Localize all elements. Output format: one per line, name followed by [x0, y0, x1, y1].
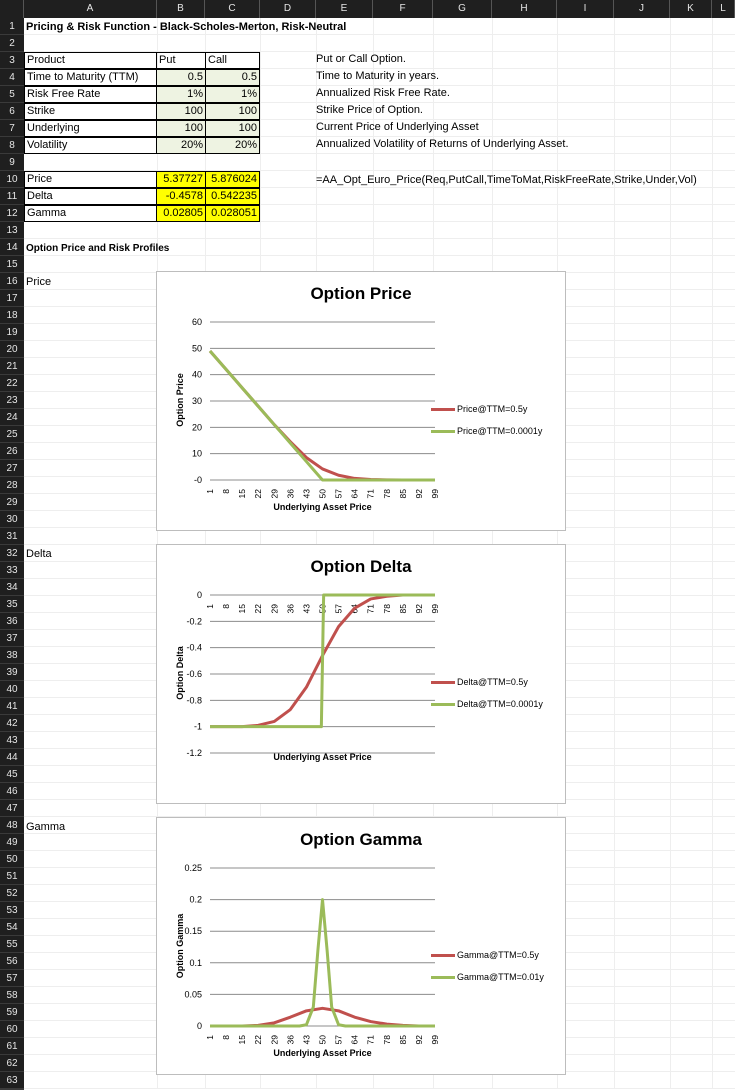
x-tick-label: 1	[205, 489, 215, 494]
x-tick-label: 22	[253, 604, 264, 614]
row-header[interactable]: 25	[0, 426, 24, 443]
row-header[interactable]: 58	[0, 987, 24, 1004]
x-tick-label: 8	[221, 489, 232, 494]
legend-item[interactable]	[431, 671, 543, 693]
x-tick-label: 99	[430, 489, 440, 499]
row-header[interactable]: 59	[0, 1004, 24, 1021]
put-input-cell[interactable]: 20%	[156, 137, 206, 154]
call-input-cell[interactable]: 20%	[205, 137, 260, 154]
column-header[interactable]: F	[373, 0, 433, 18]
call-output-cell[interactable]: 0.028051	[205, 205, 260, 222]
row-header[interactable]: 34	[0, 579, 24, 596]
row-header[interactable]: 46	[0, 783, 24, 800]
row-header[interactable]: 17	[0, 290, 24, 307]
x-tick-label: 29	[269, 489, 280, 499]
row-header[interactable]: 44	[0, 749, 24, 766]
y-tick-label: 40	[191, 369, 202, 380]
row-header[interactable]: 41	[0, 698, 24, 715]
row-header[interactable]: 56	[0, 953, 24, 970]
legend-label: Price@TTM=0.5y	[457, 404, 528, 414]
x-tick-label: 64	[349, 489, 360, 499]
x-tick-label: 8	[221, 604, 232, 609]
row-header[interactable]: 26	[0, 443, 24, 460]
call-header-cell[interactable]: Call	[205, 52, 260, 69]
series-line-0	[210, 1008, 435, 1026]
chart-title: Option Gamma	[300, 830, 422, 849]
row-header[interactable]: 22	[0, 375, 24, 392]
x-tick-label: 36	[285, 1035, 296, 1045]
x-tick-label: 57	[333, 489, 344, 499]
row-header[interactable]: 36	[0, 613, 24, 630]
call-input-cell[interactable]: 100	[205, 120, 260, 137]
legend-item[interactable]	[431, 398, 542, 420]
column-header[interactable]: C	[205, 0, 260, 18]
x-tick-label: 15	[237, 604, 248, 614]
input-label-cell[interactable]: Underlying	[24, 120, 157, 137]
row-header[interactable]: 9	[0, 154, 24, 171]
row-header[interactable]: 19	[0, 324, 24, 341]
note-cell[interactable]: Annualized Risk Free Rate.	[316, 87, 450, 99]
y-tick-label: 0.2	[189, 894, 202, 905]
row-header[interactable]: 10	[0, 171, 24, 188]
column-header[interactable]: A	[24, 0, 157, 18]
row-header[interactable]: 40	[0, 681, 24, 698]
column-header[interactable]: B	[157, 0, 205, 18]
column-header[interactable]: K	[670, 0, 712, 18]
y-tick-label: 50	[191, 343, 202, 354]
y-axis-label: Option Delta	[175, 646, 185, 700]
y-tick-label: 0	[196, 590, 202, 600]
legend-swatch	[431, 430, 455, 433]
input-label-cell[interactable]: Volatility	[24, 137, 157, 154]
x-tick-label: 85	[397, 1035, 408, 1045]
column-header[interactable]: E	[316, 0, 373, 18]
row-header[interactable]: 4	[0, 69, 24, 86]
row-header[interactable]: 55	[0, 936, 24, 953]
row-header[interactable]: 45	[0, 766, 24, 783]
option-gamma-chart[interactable]	[156, 817, 566, 1075]
legend-label: Price@TTM=0.0001y	[457, 426, 543, 436]
note-cell[interactable]: Current Price of Underlying Asset	[316, 121, 479, 133]
row-header[interactable]: 27	[0, 460, 24, 477]
gridline	[24, 238, 735, 239]
put-output-cell[interactable]: 0.02805	[156, 205, 206, 222]
x-tick-label: 71	[365, 489, 376, 499]
call-output-cell[interactable]: 0.542235	[205, 188, 260, 205]
row-header[interactable]: 20	[0, 341, 24, 358]
row-header[interactable]: 24	[0, 409, 24, 426]
row-header[interactable]: 11	[0, 188, 24, 205]
sheet-title: Pricing & Risk Function - Black-Scholes-Merton, Risk-Neutral	[26, 21, 347, 33]
column-header[interactable]: L	[712, 0, 735, 18]
y-tick-label: 10	[191, 448, 202, 459]
y-tick-label: -0.4	[186, 642, 202, 653]
row-header[interactable]: 51	[0, 868, 24, 885]
row-header[interactable]: 6	[0, 103, 24, 120]
row-header[interactable]: 63	[0, 1072, 24, 1089]
column-header[interactable]: J	[614, 0, 670, 18]
y-tick-label: 0	[196, 1021, 202, 1031]
y-tick-label: -0.8	[186, 695, 202, 706]
output-label-cell[interactable]: Price	[24, 171, 157, 188]
x-tick-label: 64	[349, 1035, 360, 1045]
row-header[interactable]: 50	[0, 851, 24, 868]
legend-item[interactable]	[431, 693, 543, 715]
row-header[interactable]: 37	[0, 630, 24, 647]
legend-swatch	[431, 408, 455, 411]
row-header[interactable]: 47	[0, 800, 24, 817]
x-tick-label: 29	[269, 1035, 280, 1045]
row-header[interactable]: 57	[0, 970, 24, 987]
x-tick-label: 50	[317, 1035, 328, 1045]
x-tick-label: 85	[397, 604, 408, 614]
y-tick-label: -1	[193, 721, 202, 732]
legend-item[interactable]	[431, 944, 544, 966]
y-tick-label: 0.15	[184, 926, 202, 937]
note-cell[interactable]: Strike Price of Option.	[316, 104, 423, 116]
row-header[interactable]: 18	[0, 307, 24, 324]
x-tick-label: 78	[381, 489, 392, 499]
legend-swatch	[431, 976, 455, 979]
row-header[interactable]: 54	[0, 919, 24, 936]
row-header[interactable]: 39	[0, 664, 24, 681]
x-tick-label: 15	[237, 489, 248, 499]
legend-swatch	[431, 681, 455, 684]
x-tick-label: 85	[397, 489, 408, 499]
x-axis-label: Underlying Asset Price	[273, 1048, 372, 1058]
row-header[interactable]: 13	[0, 222, 24, 239]
put-output-cell[interactable]: 5.37727	[156, 171, 206, 188]
chart-title: Option Price	[310, 284, 412, 303]
x-tick-label: 36	[285, 489, 296, 499]
x-tick-label: 50	[317, 604, 328, 614]
column-header[interactable]: D	[260, 0, 316, 18]
x-tick-label: 57	[333, 1035, 344, 1045]
series-line-1	[210, 351, 435, 480]
input-label-cell[interactable]: Risk Free Rate	[24, 86, 157, 103]
y-tick-label: 60	[191, 317, 202, 327]
row-header[interactable]: 3	[0, 52, 24, 69]
x-axis-label: Underlying Asset Price	[273, 752, 372, 762]
output-label-cell[interactable]: Gamma	[24, 205, 157, 222]
y-tick-label: 0.25	[184, 863, 202, 873]
y-tick-label: -0.2	[186, 616, 202, 627]
row-header[interactable]: 2	[0, 35, 24, 52]
put-input-cell[interactable]: 100	[156, 103, 206, 120]
call-input-cell[interactable]: 1%	[205, 86, 260, 103]
x-tick-label: 92	[413, 604, 424, 614]
legend-label: Delta@TTM=0.5y	[457, 677, 528, 687]
y-tick-label: 0.05	[184, 989, 202, 1000]
gamma-label: Gamma	[26, 821, 66, 833]
x-axis-label: Underlying Asset Price	[273, 502, 372, 512]
x-tick-label: 36	[285, 604, 296, 614]
x-tick-label: 22	[253, 1035, 264, 1045]
row-header[interactable]: 61	[0, 1038, 24, 1055]
row-header[interactable]: 62	[0, 1055, 24, 1072]
x-tick-label: 57	[333, 604, 344, 614]
y-axis-label: Option Gamma	[175, 913, 185, 979]
x-tick-label: 43	[301, 489, 312, 499]
put-input-cell[interactable]: 0.5	[156, 69, 206, 86]
y-tick-label: -0.6	[186, 669, 202, 679]
put-input-cell[interactable]: 1%	[156, 86, 206, 103]
y-tick-label: -0	[193, 475, 202, 485]
chart-legend[interactable]	[431, 944, 544, 988]
row-header[interactable]: 33	[0, 562, 24, 579]
row-header[interactable]: 49	[0, 834, 24, 851]
x-tick-label: 78	[381, 604, 392, 614]
row-header[interactable]: 29	[0, 494, 24, 511]
x-tick-label: 92	[413, 489, 424, 499]
put-input-cell[interactable]: 100	[156, 120, 206, 137]
row-header[interactable]: 1	[0, 18, 24, 35]
x-tick-label: 1	[205, 604, 215, 609]
product-label-cell[interactable]: Product	[24, 52, 157, 69]
legend-item[interactable]	[431, 966, 544, 988]
input-label-cell[interactable]: Strike	[24, 103, 157, 120]
column-header[interactable]: G	[433, 0, 492, 18]
option-delta-chart[interactable]	[156, 544, 566, 804]
select-all-corner[interactable]	[0, 0, 24, 18]
call-input-cell[interactable]: 0.5	[205, 69, 260, 86]
x-tick-label: 15	[237, 1035, 248, 1045]
note-cell[interactable]: Annualized Volatility of Returns of Underlying Asset.	[316, 138, 569, 150]
x-tick-label: 71	[365, 604, 376, 614]
price-label: Price	[26, 276, 52, 288]
row-header[interactable]: 16	[0, 273, 24, 290]
legend-label: Delta@TTM=0.0001y	[457, 699, 543, 709]
x-tick-label: 78	[381, 1035, 392, 1045]
y-tick-label: 0.1	[189, 957, 202, 968]
x-tick-label: 92	[413, 1035, 424, 1045]
x-tick-label: 99	[430, 604, 440, 614]
input-label-cell[interactable]: Time to Maturity (TTM)	[24, 69, 157, 86]
note-cell[interactable]: Time to Maturity in years.	[316, 70, 440, 82]
put-output-cell[interactable]: -0.4578	[156, 188, 206, 205]
row-header[interactable]: 43	[0, 732, 24, 749]
row-header[interactable]: 8	[0, 137, 24, 154]
formula-note: =AA_Opt_Euro_Price(Req,PutCall,TimeToMat,RiskFreeRate,Strike,Under,Vol)	[316, 174, 697, 186]
x-tick-label: 43	[301, 604, 312, 614]
chart-legend[interactable]	[431, 671, 543, 715]
row-header[interactable]: 52	[0, 885, 24, 902]
row-header[interactable]: 21	[0, 358, 24, 375]
y-axis-label: Option Price	[175, 373, 185, 427]
note-cell[interactable]: Put or Call Option.	[316, 53, 406, 65]
x-tick-label: 43	[301, 1035, 312, 1045]
x-tick-label: 29	[269, 604, 280, 614]
x-tick-label: 8	[221, 1035, 232, 1040]
y-tick-label: 20	[191, 422, 202, 433]
y-tick-label: 30	[191, 396, 202, 406]
legend-swatch	[431, 703, 455, 706]
series-line-1	[210, 595, 435, 727]
row-header[interactable]: 38	[0, 647, 24, 664]
row-header[interactable]: 5	[0, 86, 24, 103]
x-tick-label: 22	[253, 489, 264, 499]
x-tick-label: 64	[349, 604, 360, 614]
row-header[interactable]: 32	[0, 545, 24, 562]
chart-title: Option Delta	[310, 557, 412, 576]
row-header[interactable]: 28	[0, 477, 24, 494]
row-header[interactable]: 12	[0, 205, 24, 222]
x-tick-label: 1	[205, 1035, 215, 1040]
row-header[interactable]: 35	[0, 596, 24, 613]
section-title: Option Price and Risk Profiles	[26, 243, 170, 254]
call-input-cell[interactable]: 100	[205, 103, 260, 120]
row-header[interactable]: 60	[0, 1021, 24, 1038]
series-line-0	[210, 351, 435, 480]
gridline	[712, 18, 713, 1089]
x-tick-label: 71	[365, 1035, 376, 1045]
x-tick-label: 99	[430, 1035, 440, 1045]
row-header[interactable]: 15	[0, 256, 24, 273]
row-header[interactable]: 42	[0, 715, 24, 732]
legend-swatch	[431, 954, 455, 957]
output-label-cell[interactable]: Delta	[24, 188, 157, 205]
row-header[interactable]: 14	[0, 239, 24, 256]
chart-legend[interactable]	[431, 398, 542, 442]
column-header[interactable]: H	[492, 0, 557, 18]
row-header[interactable]: 48	[0, 817, 24, 834]
legend-label: Gamma@TTM=0.01y	[457, 972, 544, 982]
put-header-cell[interactable]: Put	[156, 52, 206, 69]
y-tick-label: -1.2	[186, 748, 202, 758]
row-header[interactable]: 23	[0, 392, 24, 409]
legend-item[interactable]	[431, 420, 542, 442]
row-header[interactable]: 53	[0, 902, 24, 919]
delta-label: Delta	[26, 548, 52, 560]
option-price-chart[interactable]	[156, 271, 566, 531]
legend-label: Gamma@TTM=0.5y	[457, 950, 539, 960]
x-tick-label: 50	[317, 489, 328, 499]
row-header[interactable]: 30	[0, 511, 24, 528]
column-header[interactable]: I	[557, 0, 614, 18]
row-header[interactable]: 7	[0, 120, 24, 137]
row-header[interactable]: 31	[0, 528, 24, 545]
call-output-cell[interactable]: 5.876024	[205, 171, 260, 188]
